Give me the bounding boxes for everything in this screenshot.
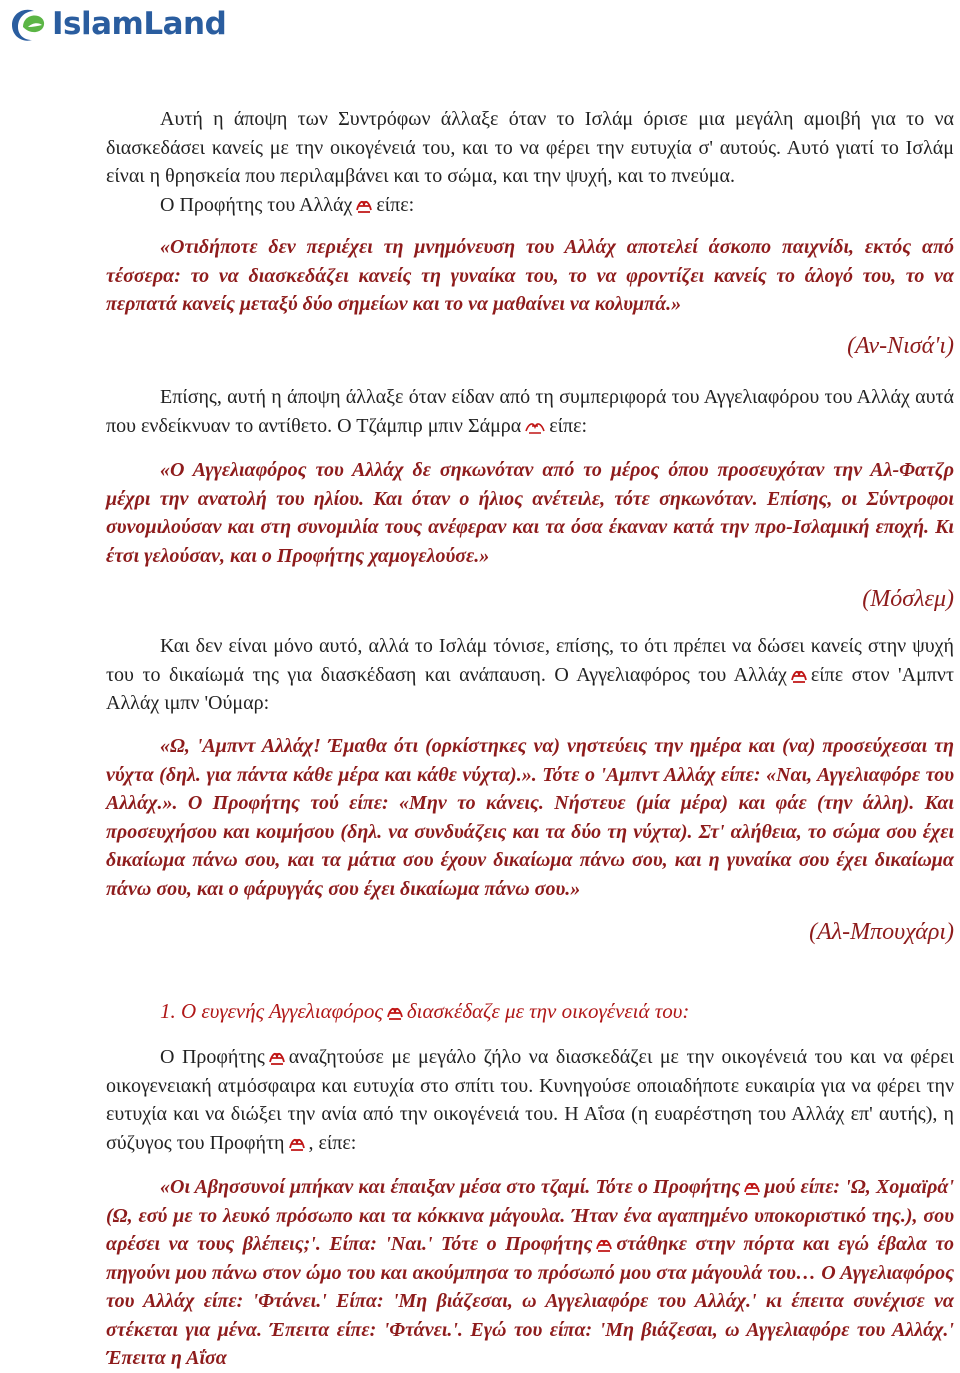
- salawat-icon: [288, 1134, 306, 1152]
- quote-1: [106, 233, 954, 361]
- quote-1-ref: (Αν-Νισά'ι): [847, 332, 954, 359]
- paragraph-3: [106, 632, 954, 718]
- quote-4-after: στάθηκε στην πόρτα και εγώ έβαλα το πηγούνι μου πάνω στον ώμο του και ακούμπησα το πρόσωπό μου στα μάγουλά του… Ο Αγγελιαφόρος του Αλλάχ είπε: 'Φτάνει.' Είπα: 'Μη βιάζεσαι, ω Αγγελιαφόρε του Αλλάχ.' κι έπειτα συνέχισε να στέκεται για μένα. Έπειτα είπε: 'Φτάνει.'. Εγώ του είπα: 'Μη βιάζεσαι, ω Αγγελιαφόρε του Αλλάχ.' Έπειτα η Αΐσα: [106, 1233, 954, 1369]
- salawat-icon: [386, 1003, 404, 1021]
- paragraph-3-after: είπε στον 'Αμπντ Αλλάχ ιμπν 'Ούμαρ:: [106, 663, 955, 714]
- paragraph-3-text: [106, 632, 954, 718]
- paragraph-1: [106, 105, 954, 219]
- quote-4-text: [106, 1173, 954, 1373]
- heading-after: διασκέδαζε με την οικογένειά του:: [406, 999, 690, 1023]
- quote-4: [106, 1173, 954, 1373]
- paragraph-4-text: [106, 1043, 954, 1157]
- quote-4-middle: μού είπε: 'Ω, Χομαϊρά' (Ω, εσύ με το λευκό πρόσωπο και τα κόκκινα μάγουλα. Ήταν ένα αγαπημένο υποκοριστικό της.), σου αρέσει να τους βλέπεις;'. Είπα: 'Ναι.' Τότε ο Προφήτης: [106, 1176, 955, 1255]
- salawat-icon: [268, 1048, 286, 1066]
- quote-3-ref: (Αλ-Μπουχάρι): [809, 919, 954, 945]
- paragraph-4-after: , είπε:: [308, 1131, 357, 1154]
- paragraph-1-before: Ο Προφήτης του Αλλάχ: [160, 193, 353, 216]
- quote-2-ref: (Μόσλεμ): [862, 586, 954, 612]
- section-heading-text: [160, 996, 940, 1026]
- logo-text: IslamLand: [52, 6, 227, 42]
- quote-3-text: «Ω, 'Αμπντ Αλλάχ! Έμαθα ότι (ορκίστηκες να) νηστεύεις την ημέρα και (να) προσεύχεσαι τη νύχτα (δηλ. για πάντα κάθε μέρα και κάθε νύχτα).». Τότε ο 'Αμπντ Αλλάχ είπε: «Ναι, Αγγελιαφόρε του Αλλάχ.». Ο Προφήτης τού είπε: «Μην το κάνεις. Νήστευε (μία μέρα) και φάε (την άλλη). Και προσευχήσου και κοιμήσου (δηλ. να συνδυάζεις και τα δύο τη νύχτα). Στ' αλήθεια, το σώμα σου έχει δικαίωμα πάνω σου, και τα μάτια σου έχουν δικαίωμα πάνω σου, και η γυναίκα σου έχει δικαίωμα πάνω σου, και ο φάρυγγάς σου έχει δικαίωμα πάνω σου.»: [106, 735, 954, 900]
- logo-icon: [8, 5, 48, 43]
- site-logo[interactable]: [8, 4, 226, 44]
- quote-3: [106, 732, 954, 947]
- salawat-icon: [355, 196, 373, 214]
- paragraph-4: [106, 1043, 954, 1157]
- section-heading: [160, 996, 940, 1026]
- paragraph-2-before: Επίσης, αυτή η άποψη άλλαξε όταν είδαν από τη συμπεριφορά του Αγγελιαφόρου του Αλλάχ αυτά που ενδείκνυαν το αντίθετο. Ο Τζάμπιρ μπιν Σάμρα: [106, 386, 954, 437]
- quote-2-text: «Ο Αγγελιαφόρος του Αλλάχ δε σηκωνόταν από το μέρος όπου προσευχόταν την Αλ-Φατζρ μέχρι την ανατολή του ηλίου. Και όταν ο ήλιος ανέτειλε, τότε σηκωνόταν. Επίσης, οι Σύντροφοι συνομιλούσαν και στη συνομιλία τους ανέφεραν και τα όσα έκαναν κατά την προ-Ισλαμική εποχή. Κι έτσι γελούσαν, και ο Προφήτης χαμογελούσε.»: [106, 459, 954, 567]
- paragraph-4-before: Ο Προφήτης: [160, 1046, 265, 1068]
- paragraph-1-after: είπε:: [376, 193, 415, 216]
- paragraph-3-before: Και δεν είναι μόνο αυτό, αλλά το Ισλάμ τόνισε, επίσης, το ότι πρέπει να δώσει κανείς στην ψυχή του το δικαίωμά της για διασκέδαση και ανάπαυση. Ο Αγγελιαφόρος του Αλλάχ: [106, 635, 954, 686]
- salawat-icon: [743, 1178, 761, 1196]
- quote-4-before: «Οι Αβησσυνοί μπήκαν και έπαιξαν μέσα στο τζαμί. Τότε ο Προφήτης: [160, 1176, 741, 1198]
- paragraph-4-middle: αναζητούσε με μεγάλο ζήλο να διασκεδάζει με την οικογένειά του και να φέρει οικογενειακή ατμόσφαιρα και ευτυχία στο σπίτι του. Κυνηγούσε οποιαδήποτε ευκαιρία για να φέρει την ευτυχία και να διώξει την ανία από την οικογένειά του. Η Αΐσα (η ευαρέστηση του Αλλάχ επ' αυτής), η σύζυγος του Προφήτη: [106, 1046, 954, 1154]
- radiallahu-icon: [524, 419, 546, 435]
- quote-2: [106, 456, 954, 614]
- paragraph-1-text: Αυτή η άποψη των Συντρόφων άλλαξε όταν το Ισλάμ όρισε μια μεγάλη αμοιβή για το να διασκεδάσει κανείς με την οικογένειά του, και το να φέρει την ευτυχία σ' αυτούς. Αυτό γιατί το Ισλάμ είναι η θρησκεία που περιλαμβάνει και το σώμα, και την ψυχή, και το πνεύμα.: [106, 108, 954, 187]
- salawat-icon: [790, 666, 808, 684]
- paragraph-2-text: [106, 383, 954, 440]
- heading-before: 1. Ο ευγενής Αγγελιαφόρος: [160, 999, 383, 1023]
- salawat-icon: [595, 1235, 613, 1253]
- paragraph-2: [106, 383, 954, 440]
- quote-1-text: «Οτιδήποτε δεν περιέχει τη μνημόνευση του Αλλάχ αποτελεί άσκοπο παιχνίδι, εκτός από τέσσερα: το να διασκεδάζει κανείς τη γυναίκα του, το να φροντίζει κανείς το άλογό του, το να περπατά κανείς μεταξύ δύο σημείων και το να μαθαίνει να κολυμπά.»: [106, 236, 954, 315]
- paragraph-1-line: [106, 191, 954, 220]
- paragraph-2-after: είπε:: [549, 414, 588, 437]
